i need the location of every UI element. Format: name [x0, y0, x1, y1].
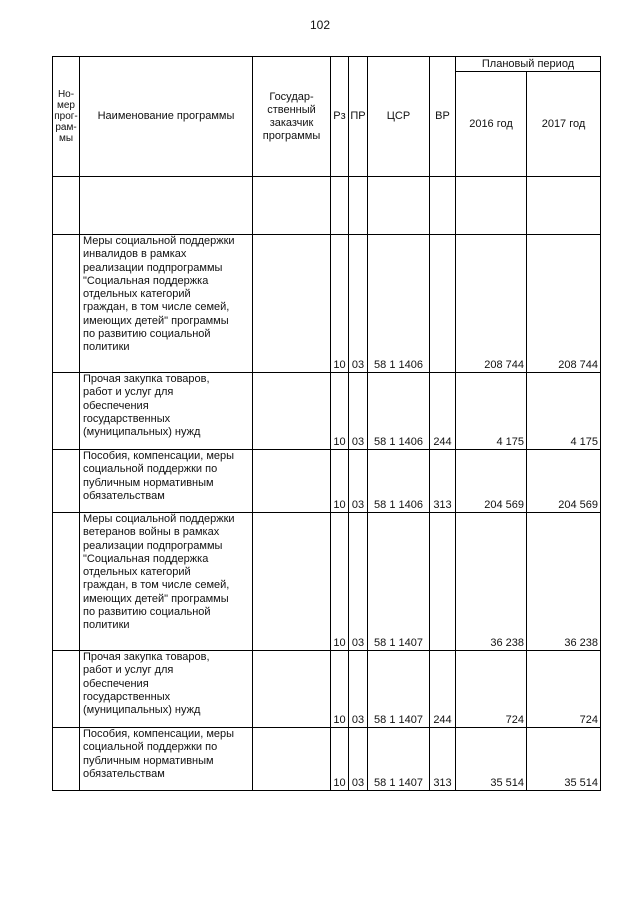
vr-cell [430, 235, 456, 373]
header-pr: ПР [349, 57, 368, 177]
budget-table [52, 56, 601, 791]
table-row [53, 728, 601, 791]
pr-cell: 03 [349, 513, 368, 651]
page-number: 102 [309, 18, 331, 32]
header-vr: ВР [430, 57, 456, 177]
customer-cell [253, 450, 331, 513]
pr-cell: 03 [349, 235, 368, 373]
number-cell [53, 450, 80, 513]
rz-cell: 10 [331, 728, 349, 791]
amount-2017-cell: 204 569 [527, 450, 601, 513]
header-year-2017: 2017 год [527, 72, 601, 177]
program-name-cell: Прочая закупка товаров, работ и услуг для обеспечения государственных (муниципальных) нужд [80, 373, 253, 450]
table-row [53, 513, 601, 651]
csr-cell: 58 1 1407 [368, 651, 430, 728]
pr-cell: 03 [349, 373, 368, 450]
customer-cell [253, 373, 331, 450]
header-planned-period: Плановый период [456, 57, 601, 72]
number-cell [53, 513, 80, 651]
pr-cell: 03 [349, 651, 368, 728]
csr-cell: 58 1 1406 [368, 373, 430, 450]
spacer-cell [53, 177, 80, 235]
number-cell [53, 651, 80, 728]
table-row [53, 235, 601, 373]
amount-2017-cell: 36 238 [527, 513, 601, 651]
program-name-cell: Пособия, компенсации, меры социальной поддержки по публичным нормативным обязательствам [80, 450, 253, 513]
spacer-cell [349, 177, 368, 235]
pr-cell: 03 [349, 728, 368, 791]
header-program-number: Но- мер прог- рам- мы [53, 57, 80, 177]
rz-cell: 10 [331, 513, 349, 651]
amount-2017-cell: 208 744 [527, 235, 601, 373]
vr-cell: 313 [430, 728, 456, 791]
amount-2017-cell: 35 514 [527, 728, 601, 791]
csr-cell: 58 1 1406 [368, 235, 430, 373]
amount-2016-cell: 204 569 [456, 450, 527, 513]
csr-cell: 58 1 1407 [368, 513, 430, 651]
header-program-name: Наименование программы [80, 57, 253, 177]
rz-cell: 10 [331, 450, 349, 513]
vr-cell: 244 [430, 373, 456, 450]
spacer-cell [430, 177, 456, 235]
amount-2016-cell: 35 514 [456, 728, 527, 791]
table-row [53, 450, 601, 513]
header-rz: Рз [331, 57, 349, 177]
vr-cell: 244 [430, 651, 456, 728]
amount-2017-cell: 724 [527, 651, 601, 728]
spacer-cell [527, 177, 601, 235]
header-customer: Государ- ственный заказчик программы [253, 57, 331, 177]
rz-cell: 10 [331, 373, 349, 450]
spacer-cell [253, 177, 331, 235]
header-csr: ЦСР [368, 57, 430, 177]
spacer-cell [331, 177, 349, 235]
vr-cell [430, 513, 456, 651]
spacer-cell [368, 177, 430, 235]
spacer-cell [456, 177, 527, 235]
amount-2016-cell: 36 238 [456, 513, 527, 651]
pr-cell: 03 [349, 450, 368, 513]
rz-cell: 10 [331, 651, 349, 728]
program-name-cell: Меры социальной поддержки ветеранов войны в рамках реализации подпрограммы "Социальная поддержка отдельных категорий граждан, в том числе семей, имеющих детей" программы по развитию социальной политики [80, 513, 253, 651]
number-cell [53, 373, 80, 450]
customer-cell [253, 235, 331, 373]
number-cell [53, 235, 80, 373]
rz-cell: 10 [331, 235, 349, 373]
program-name-cell: Меры социальной поддержки инвалидов в рамках реализации подпрограммы "Социальная поддержка отдельных категорий граждан, в том числе семей, имеющих детей" программы по развитию социальной политики [80, 235, 253, 373]
amount-2016-cell: 724 [456, 651, 527, 728]
header-year-2016: 2016 год [456, 72, 527, 177]
vr-cell: 313 [430, 450, 456, 513]
amount-2016-cell: 208 744 [456, 235, 527, 373]
table-row [53, 651, 601, 728]
customer-cell [253, 728, 331, 791]
csr-cell: 58 1 1406 [368, 450, 430, 513]
table-row [53, 373, 601, 450]
program-name-cell: Прочая закупка товаров, работ и услуг для обеспечения государственных (муниципальных) нужд [80, 651, 253, 728]
customer-cell [253, 651, 331, 728]
program-name-cell: Пособия, компенсации, меры социальной поддержки по публичным нормативным обязательствам [80, 728, 253, 791]
number-cell [53, 728, 80, 791]
csr-cell: 58 1 1407 [368, 728, 430, 791]
spacer-cell [80, 177, 253, 235]
customer-cell [253, 513, 331, 651]
amount-2017-cell: 4 175 [527, 373, 601, 450]
amount-2016-cell: 4 175 [456, 373, 527, 450]
